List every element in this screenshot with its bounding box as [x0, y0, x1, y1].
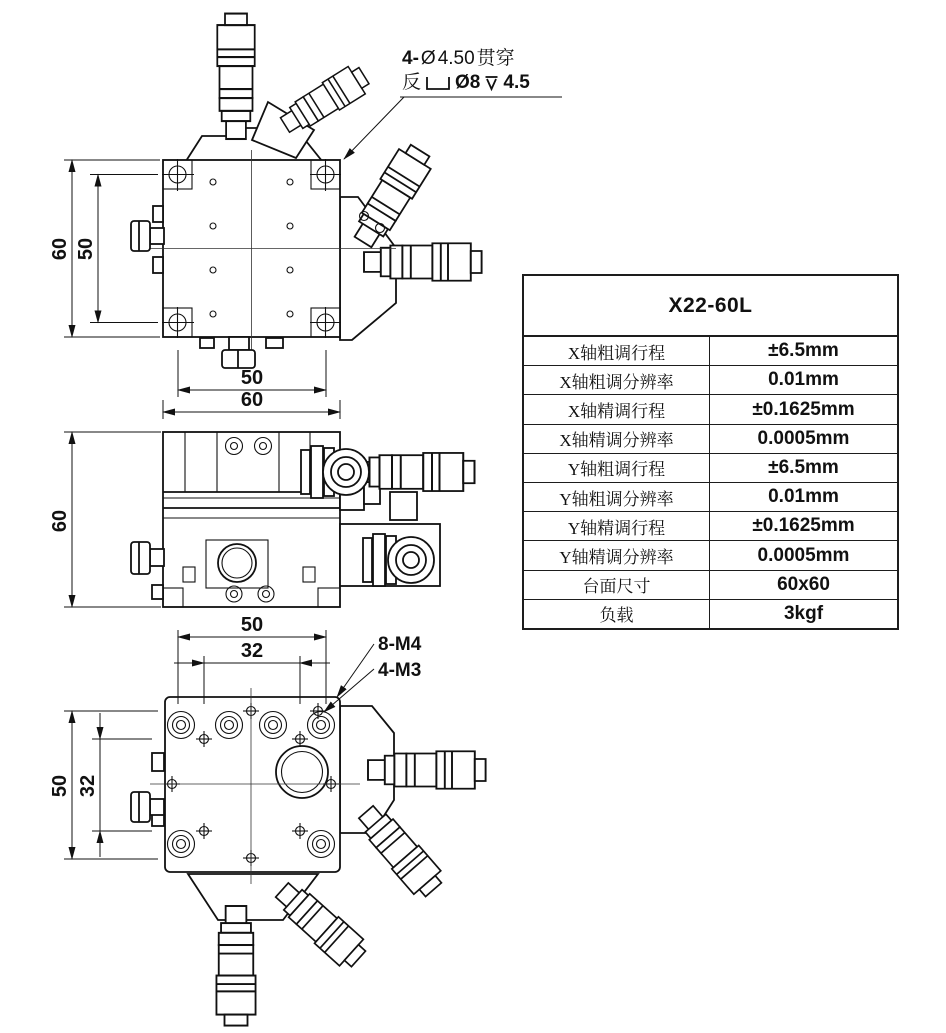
spec-label: X轴精调行程: [524, 395, 710, 423]
dim-bv-top-outer: 50: [240, 614, 264, 636]
bottom-view-drawing: [131, 688, 486, 1026]
hole-note-line2: [402, 71, 530, 95]
spec-label: X轴粗调行程: [524, 337, 710, 365]
spec-label: X轴粗调分辨率: [524, 366, 710, 394]
spec-value: 0.0005mm: [757, 427, 850, 449]
clamp-knob: [131, 542, 164, 599]
counterbore-dia: Ø8: [455, 72, 481, 93]
spec-value: ±0.1625mm: [752, 515, 855, 537]
spec-label: 台面尺寸: [524, 571, 710, 599]
spec-value: 0.01mm: [768, 369, 839, 391]
dim-bv-left-outer: 50: [49, 774, 71, 798]
micrometer: [276, 62, 372, 139]
back-side-text: 反: [402, 72, 422, 93]
table-row: [524, 571, 897, 600]
spec-label: Y轴粗调行程: [524, 454, 710, 482]
spec-table-title: X22-60L: [524, 276, 897, 337]
counterbore-icon: [425, 76, 451, 91]
micrometer: [352, 453, 475, 491]
table-row: [524, 366, 897, 395]
micrometer-end-on: [301, 446, 369, 498]
spec-label: Y轴精调行程: [524, 512, 710, 540]
spec-label: Y轴粗调分辨率: [524, 483, 710, 511]
dim-tv-bottom-inner: 50: [240, 367, 264, 389]
hole-count: 4-: [402, 48, 419, 69]
through-text: 贯穿: [476, 48, 515, 69]
dim-fv-left: 60: [49, 509, 71, 533]
spec-value: ±0.1625mm: [752, 398, 855, 420]
micrometer: [270, 877, 370, 972]
micrometer: [368, 751, 486, 788]
dim-bv-top-inner: 32: [240, 640, 264, 662]
spec-value: 60x60: [777, 573, 830, 595]
table-row: [524, 541, 897, 570]
micrometer: [216, 906, 255, 1026]
hole-note-line1: [402, 47, 530, 71]
table-row: [524, 454, 897, 483]
hole-note: [402, 47, 530, 95]
front-view-drawing: [131, 432, 475, 607]
micrometer: [217, 14, 254, 139]
clamp-knob: [131, 206, 164, 273]
spec-value: ±6.5mm: [768, 456, 839, 478]
spec-label: Y轴精调分辨率: [524, 541, 710, 569]
micrometer: [347, 141, 436, 252]
table-row: [524, 512, 897, 541]
spec-value: 0.0005mm: [757, 544, 850, 566]
dim-tv-left-outer: 60: [49, 237, 71, 261]
spec-value: 0.01mm: [768, 486, 839, 508]
spec-value: ±6.5mm: [768, 340, 839, 362]
spec-value: 3kgf: [783, 602, 824, 624]
dim-tv-bottom-outer: 60: [240, 389, 264, 411]
clamp-knob: [131, 753, 164, 826]
spec-table: [522, 274, 899, 630]
table-row: [524, 395, 897, 424]
depth-icon: [484, 75, 499, 92]
thread-note-m4: 8-M4: [378, 634, 422, 655]
thread-note-m3: 4-M3: [378, 660, 422, 681]
spec-label: X轴精调分辨率: [524, 425, 710, 453]
hole-size: 4.50: [437, 48, 475, 69]
micrometer-end-on: [363, 534, 434, 586]
clamp-knob: [200, 337, 283, 368]
table-row: [524, 425, 897, 454]
diameter-symbol: Ø: [420, 48, 436, 69]
counterbore-depth: 4.5: [503, 72, 530, 93]
table-row: [524, 483, 897, 512]
micrometer: [353, 800, 447, 901]
dim-bv-left-inner: 32: [77, 774, 99, 798]
micrometer: [364, 243, 482, 280]
table-row: [524, 600, 897, 628]
dim-tv-left-inner: 50: [75, 237, 97, 261]
spec-label: 负载: [524, 600, 710, 628]
table-row: [524, 337, 897, 366]
